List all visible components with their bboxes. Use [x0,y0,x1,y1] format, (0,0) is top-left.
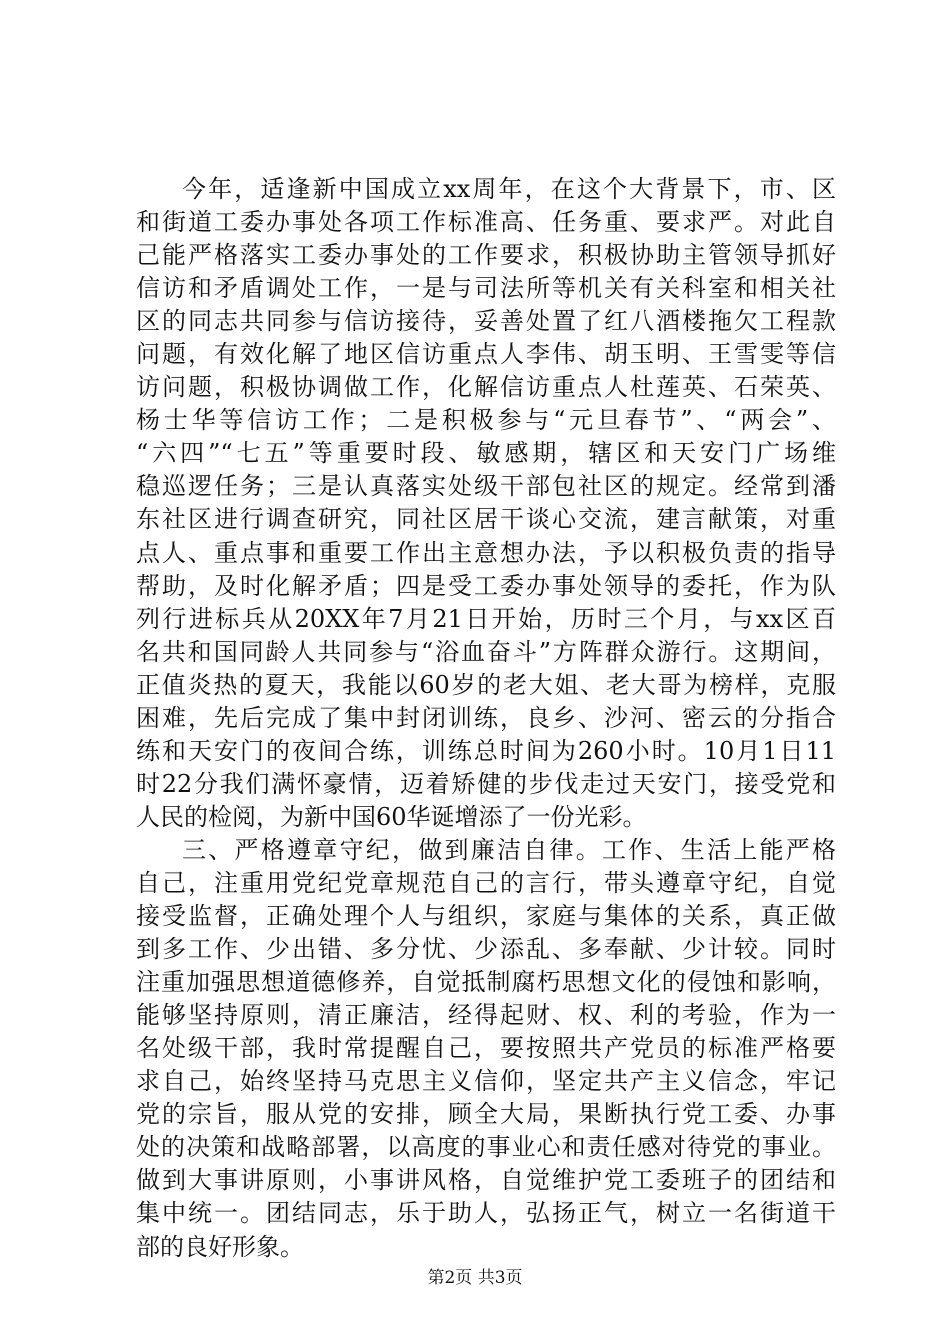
text-line: 问题，有效化解了地区信访重点人李伟、胡玉明、王雪雯等信 [136,340,836,369]
text-line: 困难，先后完成了集中封闭训练，良乡、沙河、密云的分指合 [136,703,836,732]
text-line: 和街道工委办事处各项工作标准高、任务重、要求严。对此自 [136,208,836,237]
text-line: 正值炎热的夏天，我能以60岁的老大姐、老大哥为榜样，克服 [136,670,836,699]
text-line: 名共和国同龄人共同参与“浴血奋斗”方阵群众游行。这期间， [136,637,836,666]
text-line: 注重加强思想道德修养，自觉抵制腐朽思想文化的侵蚀和影响， [136,968,836,997]
text-line: 己能严格落实工委办事处的工作要求，积极协助主管领导抓好 [136,241,836,270]
text-line: 东社区进行调查研究，同社区居干谈心交流，建言献策，对重 [136,505,836,534]
text-line: 求自己，始终坚持马克思主义信仰，坚定共产主义信念，牢记 [136,1067,836,1096]
text-line: 接受监督，正确处理个人与组织，家庭与集体的关系，真正做 [136,902,836,931]
text-line: 稳巡逻任务；三是认真落实处级干部包社区的规定。经常到潘 [136,472,836,501]
text-line: 访问题，积极协调做工作，化解信访重点人杜莲英、石荣英、 [136,373,836,402]
document-body [136,173,836,1264]
text-line: 区的同志共同参与信访接待，妥善处置了红八酒楼拖欠工程款 [136,307,836,336]
paragraph-1 [136,173,836,834]
text-line: 列行进标兵从20XX年7月21日开始，历时三个月，与xx区百 [136,604,836,633]
paragraph-2 [136,834,836,1264]
text-line: 信访和矛盾调处工作，一是与司法所等机关有关科室和相关社 [136,274,836,303]
text-line: 帮助，及时化解矛盾；四是受工委办事处领导的委托，作为队 [136,571,836,600]
text-line: 到多工作、少出错、多分忧、少添乱、多奉献、少计较。同时 [136,935,836,964]
text-line: 处的决策和战略部署，以高度的事业心和责任感对待党的事业。 [136,1133,836,1162]
text-line: 能够坚持原则，清正廉洁，经得起财、权、利的考验，作为一 [136,1001,836,1030]
text-line: 杨士华等信访工作；二是积极参与“元旦春节”、“两会”、 [136,406,836,435]
text-line: 点人、重点事和重要工作出主意想办法，予以积极负责的指导 [136,538,836,567]
text-line: 党的宗旨，服从党的安排，顾全大局，果断执行党工委、办事 [136,1100,836,1129]
page-number-footer: 第2页 共3页 [427,1268,523,1288]
text-line: 时22分我们满怀豪情，迈着矫健的步伐走过天安门，接受党和 [136,769,836,798]
text-line: 名处级干部，我时常提醒自己，要按照共产党员的标准严格要 [136,1034,836,1063]
text-line: 人民的检阅，为新中国60华诞增添了一份光彩。 [136,802,647,831]
text-line: 集中统一。团结同志，乐于助人，弘扬正气，树立一名街道干 [136,1199,836,1228]
text-line: 今年，适逢新中国成立xx周年，在这个大背景下，市、区 [182,175,836,203]
text-line: 三、严格遵章守纪，做到廉洁自律。工作、生活上能严格 [182,835,836,864]
text-line: “六四”“七五”等重要时段、敏感期，辖区和天安门广场维 [136,439,836,468]
text-line: 做到大事讲原则，小事讲风格，自觉维护党工委班子的团结和 [136,1166,836,1195]
text-line: 练和天安门的夜间合练，训练总时间为260小时。10月1日11 [136,736,836,765]
text-line: 自己，注重用党纪党章规范自己的言行，带头遵章守纪，自觉 [136,868,836,897]
text-line: 部的良好形象。 [136,1232,304,1261]
